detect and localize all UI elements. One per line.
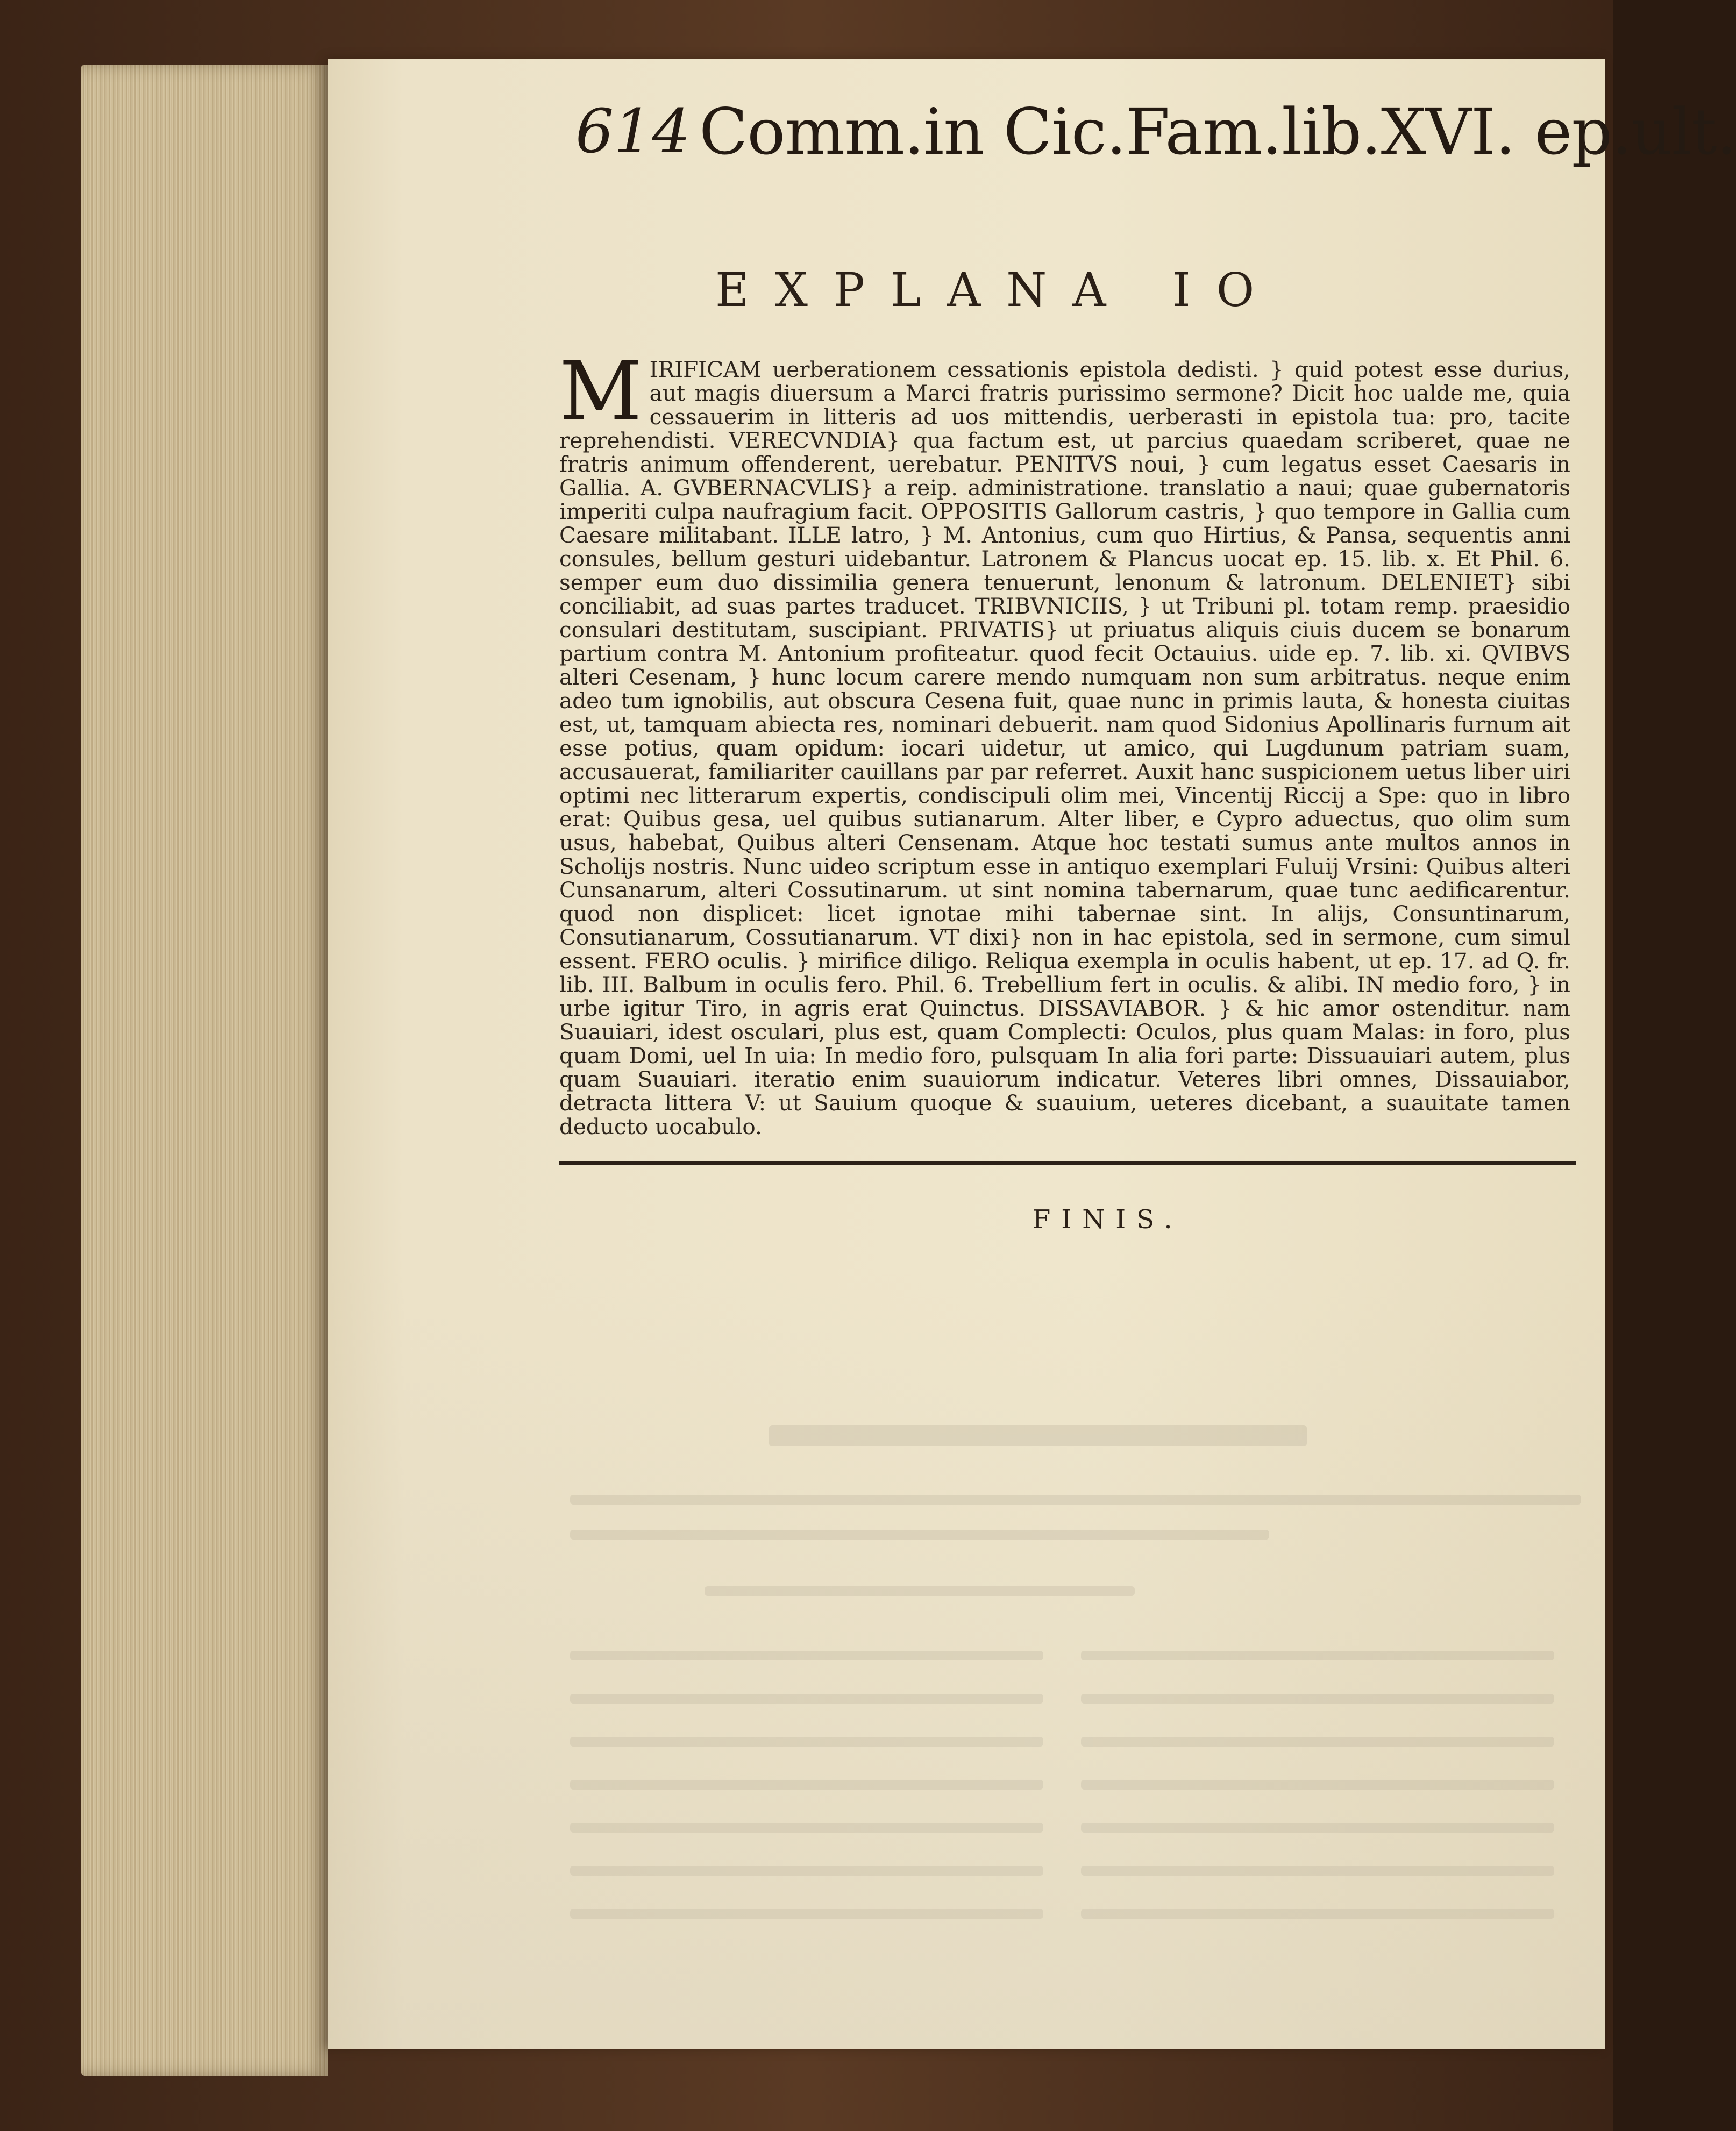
- bleed-through-line: [1081, 1866, 1554, 1876]
- commentary-text: [559, 345, 1570, 1153]
- bleed-through-line: [570, 1823, 1043, 1833]
- bleed-through-line: [1081, 1823, 1554, 1833]
- bleed-through-line: [1081, 1780, 1554, 1790]
- bleed-through-line: [769, 1425, 1307, 1446]
- page-number: 614: [575, 97, 691, 167]
- book-page: [328, 59, 1736, 2049]
- horizontal-rule: [559, 1161, 1576, 1165]
- bleed-through-line: [570, 1737, 1043, 1747]
- bleed-through-line: [1081, 1694, 1554, 1704]
- commentary-body: IRIFICAM uerberationem cessationis epistola dedisti. } quid potest esse durius, aut magis diuersum a Marci fratris purissimo sermone? Dicit hoc ualde me, quia cessauerim in litteris ad uos mittendis, uerberasti in epistola tua: pro, tacite reprehendisti. VERECVNDIA} qua factum est, ut parcius quaedam scriberet, quae ne fratris animum offenderent, uerebatur. PENITVS noui, } cum legatus esset Caesaris in Gallia. A. GVBERNACVLIS} a reip. administratione. translatio a naui; quae gubernatoris imperiti culpa naufragium facit. OPPOSITIS Gallorum castris, } quo tempore in Gallia cum Caesare militabant. ILLE latro, } M. Antonius, cum quo Hirtius, & Pansa, sequentis anni consules, bellum gesturi uidebantur. Latronem & Plancus uocat ep. 15. lib. x. Et Phil. 6. semper eum duo dissimilia genera tenuerunt, lenonum & latronum. DELENIET} sibi conciliabit, ad suas partes traducet. TRIBVNICIIS, } ut Tribuni pl. totam remp. praesidio consulari destitutam, suscipiant. PRIVATIS} ut priuatus aliquis ciuis ducem se bonarum partium contra M. Antonium profiteatur. quod fecit Octauius. uide ep. 7. lib. xi. QVIBVS alteri Cesenam, } hunc locum carere mendo numquam non sum arbitratus. neque enim adeo tum ignobilis, aut obscura Cesena fuit, quae nunc in primis lauta, & honesta ciuitas est, ut, tamquam abiecta res, nominari debuerit. nam quod Sidonius Apollinaris furnum ait esse potius, quam opidum: iocari uidetur, ut amico, qui Lugdunum patriam suam, accusauerat, familiariter cauillans par par referret. Auxit hanc suspicionem uetus liber uiri optimi nec litterarum expertis, condiscipuli olim mei, Vincentij Riccij a Spe: quo in libro erat: Quibus gesa, uel quibus sutianarum. Alter liber, e Cypro aduectus, quo olim sum usus, habebat, Quibus alteri Censenam. Atque hoc testati sumus ante multos annos in Scholijs nostris. Nunc uideo scriptum esse in antiquo exemplari Fuluij Vrsini: Quibus alteri Cunsanarum, alteri Cossutinarum. ut sint nomina tabernarum, quae tunc aedificarentur. quod non displicet: licet ignotae mihi tabernae sint. In alijs, Consuntinarum, Consutianarum, Cossutianarum. VT dixi} non in hac epistola, sed in sermone, cum simul essent. FERO oculis. } mirifice diligo. Reliqua exempla in oculis habent, ut ep. 17. ad Q. fr. lib. III. Balbum in oculis fero. Phil. 6. Trebellium fert in oculis. & alibi. IN medio foro, } in urbe igitur Tiro, in agris erat Quinctus. DISSAVIABOR. } & hic amor ostenditur. nam Suauiari, idest osculari, plus est, quam Complecti: Oculos, plus quam Malas: in foro, plus quam Domi, uel In uia: In medio foro, pulsquam In alia fori parte: Dissuauiari autem, plus quam Suauiari. iteratio enim suauiorum indicatur. Veteres libri omnes, Dissauiabor, detracta littera V: ut Sauium quoque & suauium, ueteres dicebant, a suauitate tamen deducto uocabulo.: [559, 357, 1570, 1139]
- bleed-through-line: [570, 1694, 1043, 1704]
- section-title: EXPLANA IO: [715, 263, 1280, 317]
- bleed-through-line: [570, 1780, 1043, 1790]
- bleed-through-line: [1081, 1651, 1554, 1660]
- page-header: [575, 91, 1736, 172]
- bleed-through-line: [1081, 1909, 1554, 1919]
- bleed-through-area: [328, 1317, 1605, 2016]
- page-edges: [81, 65, 328, 2076]
- bleed-through-line: [570, 1866, 1043, 1876]
- bleed-through-line: [705, 1586, 1135, 1596]
- bleed-through-line: [570, 1495, 1581, 1505]
- closing-word: FINIS.: [1033, 1205, 1183, 1235]
- bleed-through-line: [570, 1651, 1043, 1660]
- running-head: Comm.in Cic.Fam.lib.XVI. ep.ult.: [699, 95, 1736, 169]
- bleed-through-line: [570, 1909, 1043, 1919]
- bleed-through-line: [1081, 1737, 1554, 1747]
- bleed-through-line: [570, 1530, 1269, 1540]
- drop-cap: M: [559, 345, 642, 438]
